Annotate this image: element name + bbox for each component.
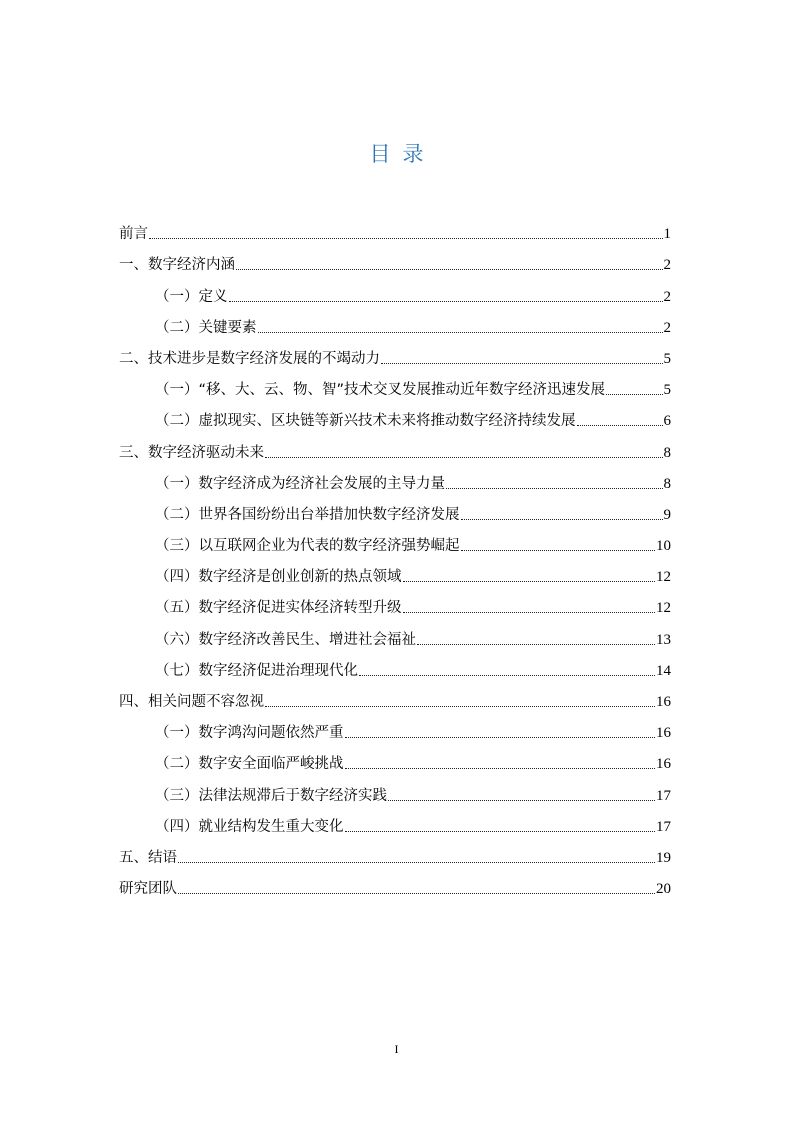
toc-entry[interactable] [119,685,671,716]
dot-leader [265,706,655,707]
toc-entry-label[interactable]: （一）数字经济成为经济社会发展的主导力量 [155,475,445,492]
dot-leader [236,269,663,270]
dot-leader [403,581,656,582]
toc-entry[interactable] [119,747,671,778]
dot-leader [345,737,656,738]
toc-entry-label[interactable]: 一、数字经济内涵 [119,257,235,274]
toc-entry-label[interactable]: 研究团队 [119,881,177,898]
toc-entry-label[interactable]: 三、数字经济驱动未来 [119,444,264,461]
toc-entry[interactable] [119,654,671,685]
toc-title: 目录 [369,142,436,166]
dot-leader [359,675,655,676]
toc-entry[interactable] [119,778,671,809]
toc-entry-label[interactable]: （一）数字鸿沟问题依然严重 [155,725,344,742]
toc-entry[interactable] [119,529,671,560]
toc-entry-label[interactable]: 前言 [119,226,148,243]
dot-leader [577,425,663,426]
dot-leader [178,862,655,863]
toc-entry[interactable] [119,373,671,404]
toc-entry-page: 13 [656,631,671,648]
dot-leader [229,301,663,302]
toc-entry[interactable] [119,248,671,279]
toc-entry-label[interactable]: （三）以互联网企业为代表的数字经济强势崛起 [155,538,460,555]
dot-leader [461,519,663,520]
toc-entry-label[interactable]: （四）数字经济是创业创新的热点领域 [155,569,402,586]
dot-leader [149,238,663,239]
dot-leader [381,363,663,364]
toc-entry-page: 2 [663,257,671,274]
toc-entry[interactable] [119,716,671,747]
toc-entry-label[interactable]: （二）虚拟现实、区块链等新兴技术未来将推动数字经济持续发展 [155,413,576,430]
toc-entry-page: 19 [656,849,671,866]
toc-entry[interactable] [119,342,671,373]
toc-entry[interactable] [119,311,671,342]
toc-entry-page: 20 [656,881,671,898]
toc-entry-label[interactable]: （二）数字安全面临严峻挑战 [155,756,344,773]
toc-entry-label[interactable]: （一）定义 [155,288,228,305]
toc-entry-page: 16 [656,725,671,742]
toc-entry-label[interactable]: 五、结语 [119,849,177,866]
toc-entry-page: 17 [656,818,671,835]
dot-leader [258,332,663,333]
toc-entry-label[interactable]: （六）数字经济改善民生、增进社会福祉 [155,631,416,648]
toc-entry-page: 16 [656,756,671,773]
toc-entry[interactable] [119,872,671,903]
toc-entry-label[interactable]: （一）“移、大、云、物、智”技术交叉发展推动近年数字经济迅速发展 [155,382,606,399]
toc-entry-page: 1 [663,226,671,243]
toc-entry[interactable] [119,841,671,872]
toc-entry[interactable] [119,217,671,248]
toc-entry[interactable] [119,622,671,653]
toc-entry-page: 12 [656,600,671,617]
toc-entry-label[interactable]: （七）数字经济促进治理现代化 [155,662,358,679]
toc-entry-page: 6 [663,413,671,430]
toc-entry-label[interactable]: 四、相关问题不容忽视 [119,694,264,710]
dot-leader [388,800,655,801]
toc-entry-page: 2 [663,319,671,336]
toc-entry-page: 12 [656,569,671,586]
toc-entry[interactable] [119,810,671,841]
dot-leader [417,644,655,645]
table-of-contents [119,217,671,903]
toc-entry-label[interactable]: （二）世界各国纷纷出台举措加快数字经济发展 [155,506,460,523]
toc-entry[interactable] [119,404,671,435]
toc-entry-page: 8 [663,475,671,492]
toc-entry-page: 14 [656,662,671,679]
toc-entry[interactable] [119,435,671,466]
toc-entry-page: 8 [663,444,671,461]
toc-entry[interactable] [119,498,671,529]
toc-entry-page: 9 [663,506,671,523]
dot-leader [345,831,656,832]
dot-leader [403,612,656,613]
toc-entry-page: 5 [663,382,671,399]
toc-entry[interactable] [119,467,671,498]
toc-entry-label[interactable]: 二、技术进步是数字经济发展的不竭动力 [119,350,380,367]
toc-entry[interactable] [119,591,671,622]
toc-entry[interactable] [119,279,671,310]
dot-leader [265,457,663,458]
toc-entry-label[interactable]: （二）关键要素 [155,319,257,336]
toc-entry-label[interactable]: （四）就业结构发生重大变化 [155,818,344,835]
dot-leader [606,394,662,395]
toc-entry-page: 16 [656,694,671,710]
toc-entry-page: 17 [656,787,671,804]
dot-leader [446,488,663,489]
toc-entry-page: 5 [663,350,671,367]
toc-entry-label[interactable]: （三）法律法规滞后于数字经济实践 [155,787,387,804]
toc-entry-page: 2 [663,288,671,305]
dot-leader [345,768,656,769]
toc-entry-page: 10 [656,538,671,555]
dot-leader [178,893,655,894]
toc-entry[interactable] [119,560,671,591]
dot-leader [461,550,656,551]
page-number: I [394,1042,399,1056]
toc-entry-label[interactable]: （五）数字经济促进实体经济转型升级 [155,600,402,617]
